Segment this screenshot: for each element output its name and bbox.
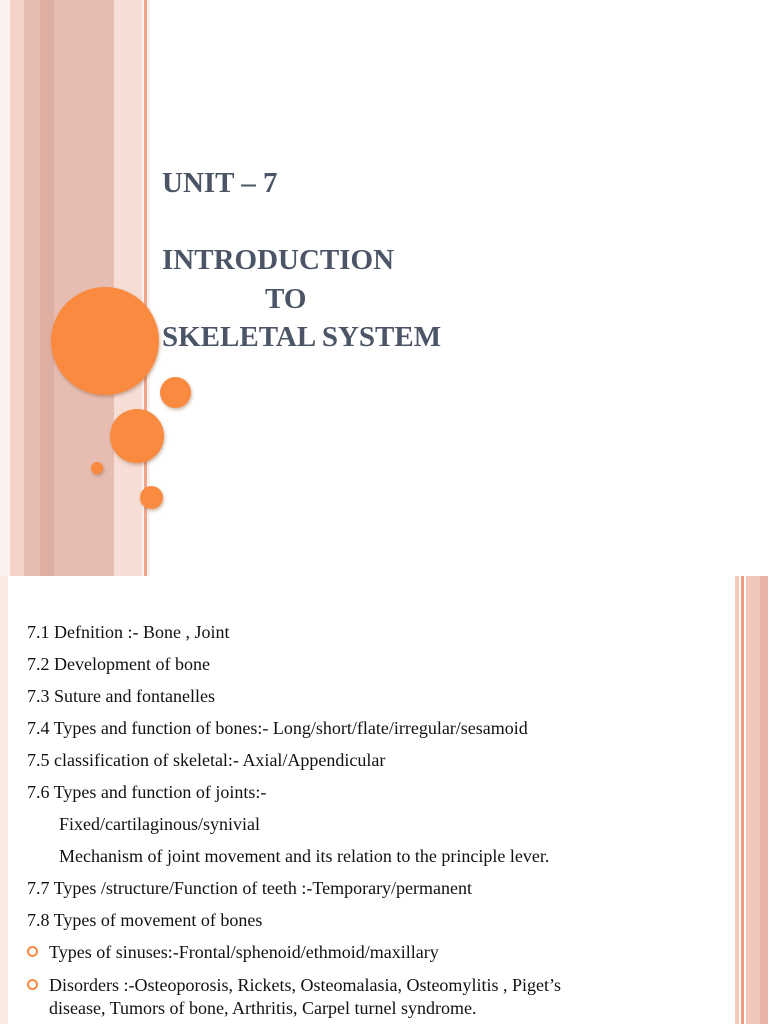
list-item: 7.6 Types and function of joints:-: [27, 782, 267, 802]
bullet-item: Types of sinuses:-Frontal/sphenoid/ethmoid/maxillary: [49, 942, 439, 962]
list-item: Mechanism of joint movement and its relation to the principle lever.: [59, 846, 550, 866]
decorative-circle: [110, 409, 164, 463]
bullet-item: Disorders :-Osteoporosis, Rickets, Osteomalasia, Osteomylitis , Piget’s: [49, 975, 561, 995]
decorative-stripe: [40, 0, 54, 576]
title-line-to: TO: [265, 283, 307, 315]
decorative-circle: [160, 377, 191, 408]
decorative-circle: [140, 486, 163, 509]
list-item: 7.7 Types /structure/Function of teeth :-Temporary/permanent: [27, 878, 473, 898]
title-line-introduction: INTRODUCTION: [162, 244, 395, 276]
decorative-stripe: [760, 576, 768, 1024]
decorative-circle: [51, 287, 159, 395]
decorative-edge: [0, 576, 8, 1024]
list-item: 7.3 Suture and fontanelles: [27, 686, 215, 706]
bullet-icon: [27, 946, 38, 957]
decorative-circle: [91, 462, 103, 474]
decorative-stripe: [741, 576, 744, 1024]
bullet-item-continuation: disease, Tumors of bone, Arthritis, Carpel turnel syndrome.: [49, 998, 477, 1018]
list-item: 7.2 Development of bone: [27, 654, 210, 674]
list-item: Fixed/cartilaginous/synivial: [59, 814, 260, 834]
list-item: 7.8 Types of movement of bones: [27, 910, 263, 930]
list-item: 7.5 classification of skeletal:- Axial/Appendicular: [27, 750, 386, 770]
list-item: 7.1 Defnition :- Bone , Joint: [27, 622, 230, 642]
decorative-stripe: [10, 0, 24, 576]
contents-slide: [0, 576, 768, 1024]
decorative-stripe: [735, 576, 739, 1024]
list-item: 7.4 Types and function of bones:- Long/short/flate/irregular/sesamoid: [27, 718, 528, 738]
unit-heading: UNIT – 7: [162, 167, 278, 199]
title-line-skeletal-system: SKELETAL SYSTEM: [162, 321, 442, 353]
bullet-icon: [27, 979, 38, 990]
